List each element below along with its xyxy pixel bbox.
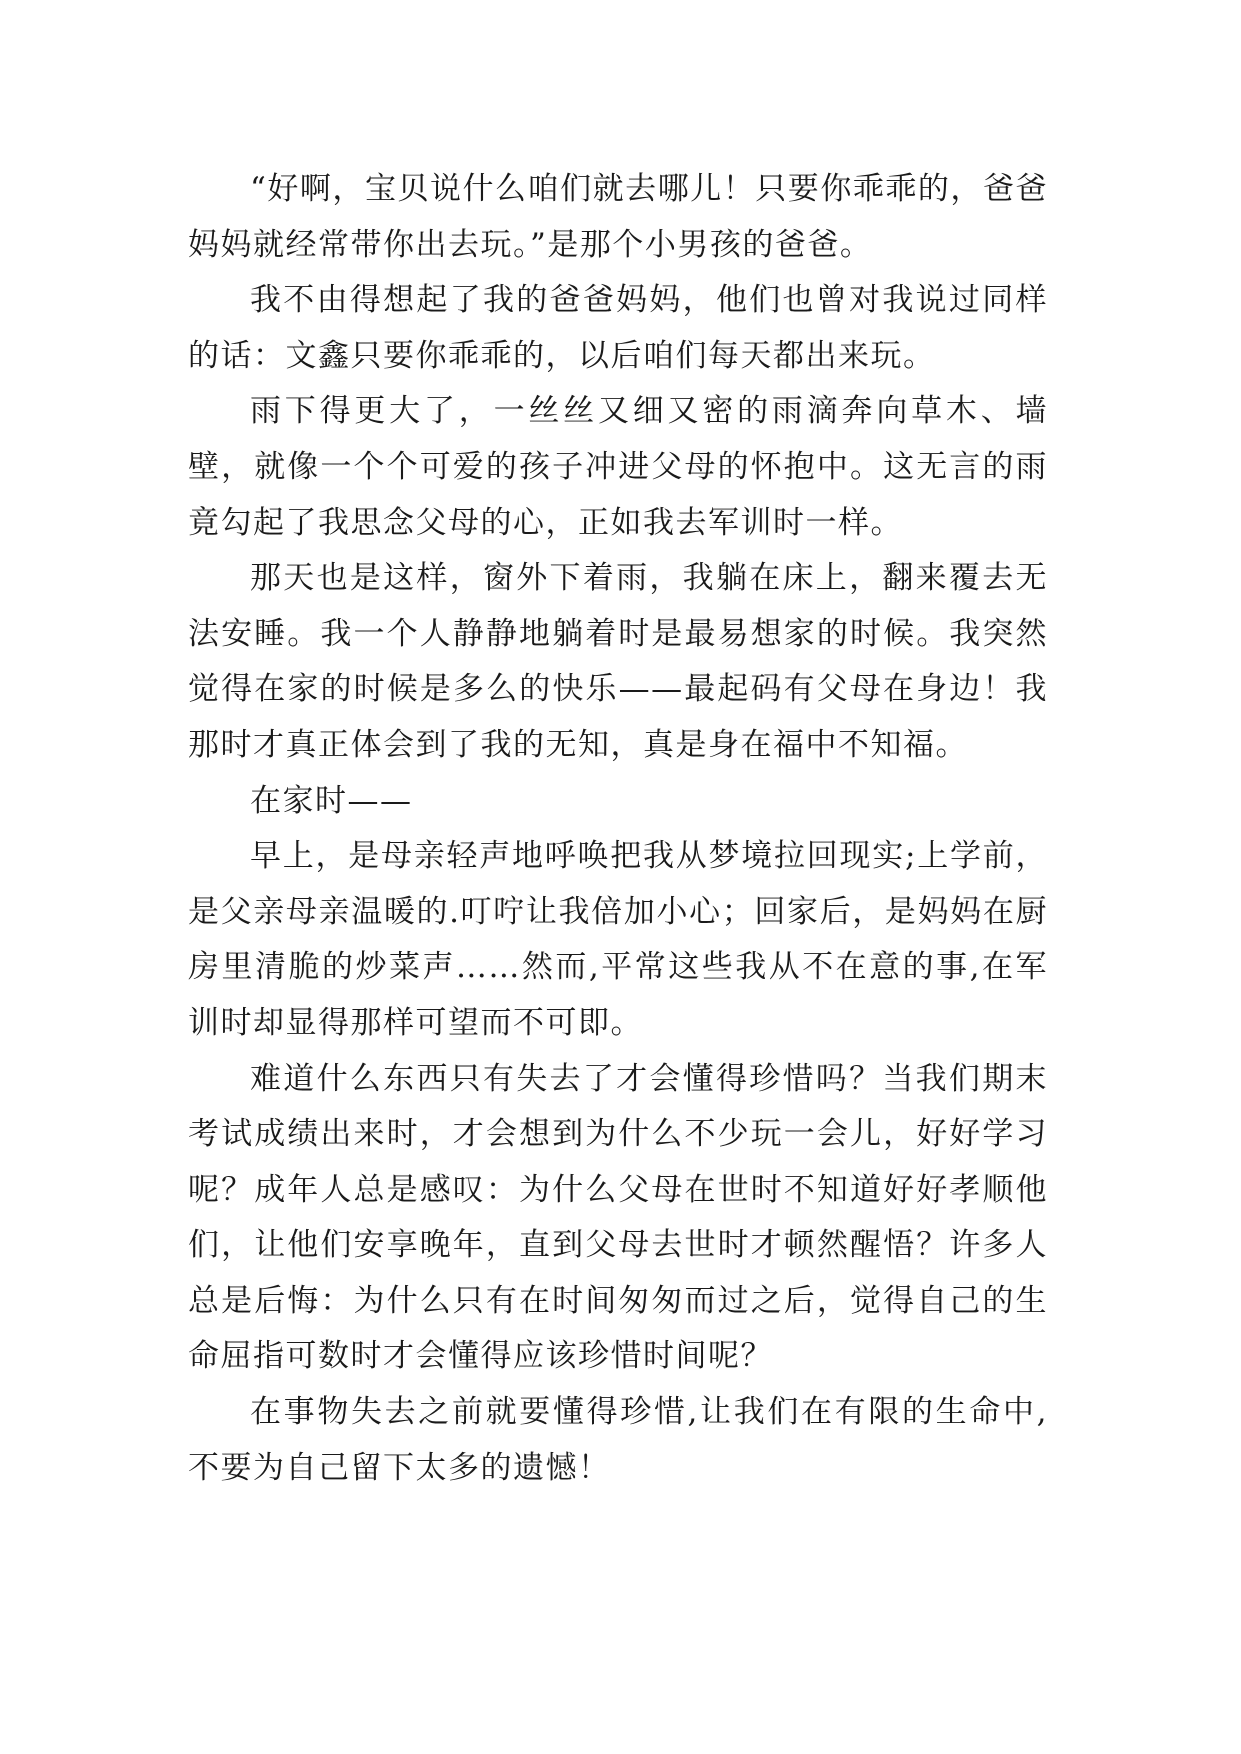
paragraph: 早上，是母亲轻声地呼唤把我从梦境拉回现实;上学前，是父亲母亲温暖的.叮咛让我倍加小心；回家后，是妈妈在厨房里清脆的炒菜声……然而,平常这些我从不在意的事,在军训时却显得那样可望而不可即。 (188, 838, 1048, 1041)
paragraph: “好啊，宝贝说什么咱们就去哪儿！只要你乖乖的，爸爸妈妈就经常带你出去玩。”是那个小男孩的爸爸。 (188, 171, 1048, 263)
paragraph: 那天也是这样，窗外下着雨，我躺在床上，翻来覆去无法安睡。我一个人静静地躺着时是最易想家的时候。我突然觉得在家的时候是多么的快乐——最起码有父母在身边！我那时才真正体会到了我的无知，真是身在福中不知福。 (188, 560, 1048, 763)
paragraph: 难道什么东西只有失去了才会懂得珍惜吗？当我们期末考试成绩出来时，才会想到为什么不少玩一会儿，好好学习呢？成年人总是感叹：为什么父母在世时不知道好好孝顺他们，让他们安享晚年，直到父母去世时才顿然醒悟？许多人总是后悔：为什么只有在时间匆匆而过之后，觉得自己的生命屈指可数时才会懂得应该珍惜时间呢？ (188, 1060, 1048, 1375)
paragraph: 在家时—— (250, 782, 413, 819)
paragraph: 在事物失去之前就要懂得珍惜,让我们在有限的生命中,不要为自己留下太多的遗憾！ (188, 1394, 1048, 1486)
paragraph: 雨下得更大了，一丝丝又细又密的雨滴奔向草木、墙壁，就像一个个可爱的孩子冲进父母的怀抱中。这无言的雨竟勾起了我思念父母的心，正如我去军训时一样。 (188, 393, 1048, 541)
document-body (188, 162, 1048, 1496)
paragraph: 我不由得想起了我的爸爸妈妈，他们也曾对我说过同样的话：文鑫只要你乖乖的，以后咱们每天都出来玩。 (188, 282, 1048, 374)
